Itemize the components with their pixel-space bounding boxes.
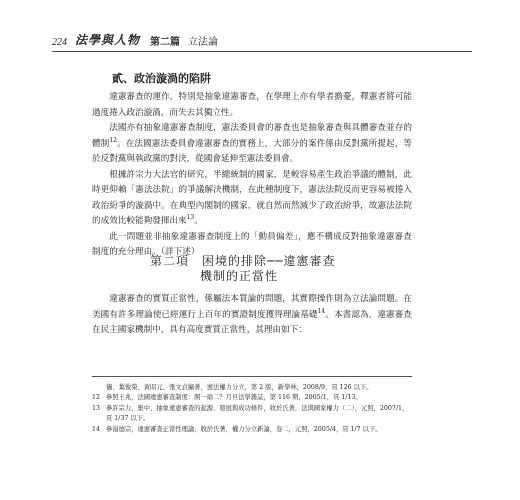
part-label: 第二篇 [150,37,181,48]
footnote: 儀、葉俊榮、黃昭元、張文貞編著，憲法權力分立，第 2 版，新學林，2008/9，頁 126 以下。 [106,384,373,391]
subsection-heading [150,254,380,284]
series-title: 法學與人物 [75,33,141,47]
section-heading: 貳、政治漩渦的陷阱 [112,72,211,85]
header-rule [52,51,472,52]
paragraph: 違憲審查的實質正當性，係屬法本質論的問題，其實際操作則為立法論問題。在美國有許多理論使已經運行上百年的實證制度獲得理論基礎$^{14}$。本書認為，違憲審查在民主國家機制中，具有高度實質正當性，其理由如下： [92,294,412,335]
footnote-ref: 13 [186,214,195,222]
running-header [52,32,472,48]
footnote-ref: 14 [317,307,326,315]
body-text-top [92,90,412,261]
paragraph: 根據許宗力大法官的研究，半總統制的國家，是較容易產生政治爭議的體制，此時更仰賴「憲法法院」的爭議解決機制，在此種制度下，憲法法院反而更容易被捲入政治紛爭的漩渦中。在典型內閣制的國家，就自然而然減少了政治紛爭，故憲法法院的成效比較能夠發揮出來$^{13}$。 [92,169,412,226]
footnote: 12 參照王兆，法國違憲審查制度：開一扇二？月旦法學雜誌，第 116 期，2005/1，頁 1/13。 [92,394,362,402]
subheading-line-2: 機制的正當性 [200,269,279,283]
page-number: 224 [52,37,67,48]
footnote-ref: 12 [109,136,117,144]
footnotes [92,383,412,435]
footnote: 13 參許宗力，集中、抽象違憲審查的起源、發展與成功條件，收於氏著，法與國家權力（二），元照，2007/1，頁 1/37 以下。 [92,404,409,423]
footnote: 14 參湯德宗，違憲審查正當性理論，收於氏著，權力分立新論，卷二，元照，2005/4，頁 1/7 以下。 [92,425,382,433]
paragraph: 法國亦有抽象違憲審查制度，憲法委員會的審查也是抽象審查與具體審查並存的體制$^{12}$。在法國憲法委員會違憲審查的實務上，大部分的案件係由反對黨所提起，等於反對黨與執政黨的對決，從國會延伸至憲法委員會。 [92,123,412,164]
footnote-rule [92,376,412,377]
subheading-line-1: 第二項 困境的排除──違憲審查 [150,254,336,268]
paragraph: 此一問題並非抽象違憲審查制度上的「動員偏差」，應不構成反對抽象違憲審查制度的充分理由。（詳下述） [92,231,412,257]
chapter-label: 立法論 [188,37,219,48]
paragraph: 違憲審查的運作，特別是抽象違憲審查，在學理上亦有學者擔憂，釋憲者將可能過度捲入政治漩渦，而失去其獨立性。 [92,92,412,118]
body-text-bottom [92,292,412,339]
